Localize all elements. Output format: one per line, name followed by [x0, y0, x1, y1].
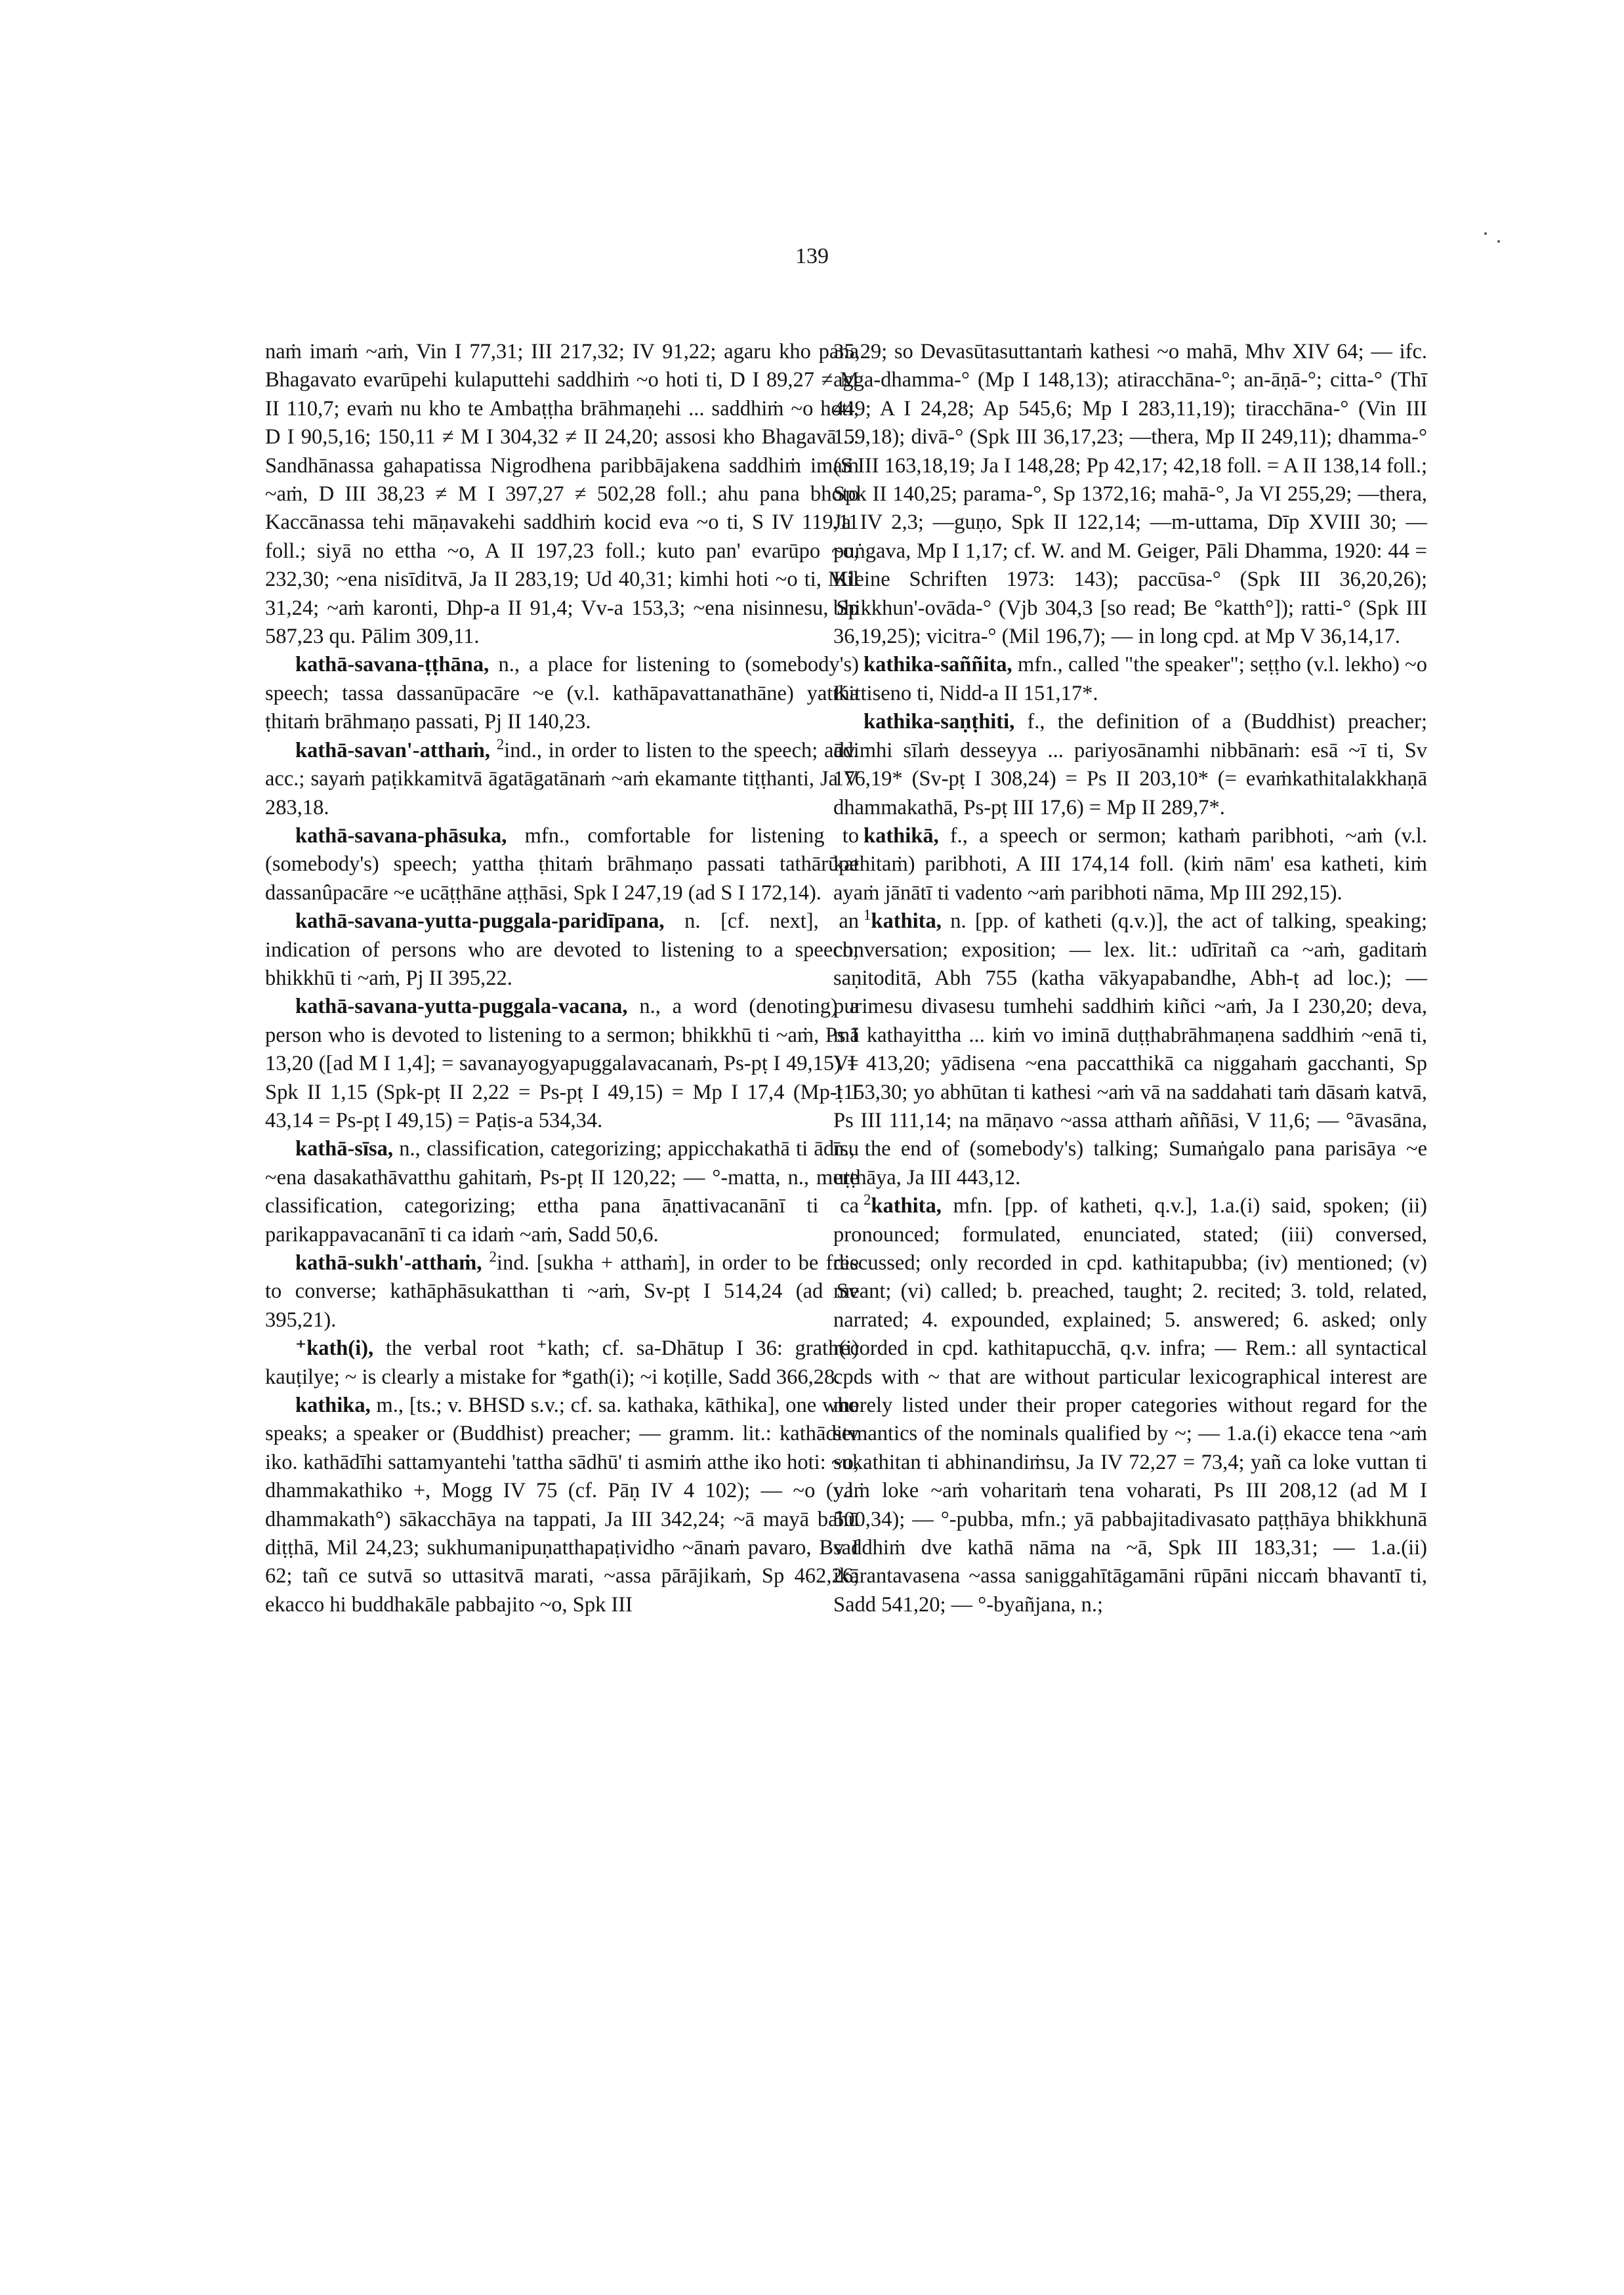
dictionary-entry	[833, 651, 1427, 708]
entry-text: f., the definition of a (Buddhist) preacher; ādimhi sīlaṁ desseyya ... pariyosānamhi nibbānaṁ: esā ~ī ti, Sv 176,19* (Sv-pṭ I 308,24) = Ps II 203,10* (= evaṁkathitalakkhaṇā dhammakathā, Ps-pṭ III 17,6) = Mp II 289,7*.	[833, 710, 1428, 819]
headword: kathita,	[871, 909, 942, 934]
dictionary-entry	[265, 822, 859, 907]
dictionary-entry	[265, 737, 859, 822]
headword: kathika-saṇṭhiti,	[864, 710, 1015, 734]
entry-text: mfn., comfortable for listening to (somebody's) speech; yattha ṭhitaṁ brāhmaṇo passati tathārūpe dassanûpacāre ~e ucāṭṭhāne aṭṭhāsi, Spk I 247,19 (ad S I 172,14).	[265, 823, 859, 905]
entry-text: n. [pp. of katheti (q.v.)], the act of talking, speaking; conversation; exposition; — lex. lit.: udīritañ ca ~aṁ, gaditaṁ saṇitoditā, Abh 755 (katha vākyapabandhe, Abh-ṭ ad loc.); — purimesu divasesu tumhehi saddhiṁ kiñci ~aṁ, Ja I 230,20; deva, mā kathayittha ... kiṁ vo iminā duṭṭhabrāhmaṇena saddhiṁ ~enā ti, VI 413,20; yādisena ~ena paccatthikā ca niggahaṁ gacchanti, Sp 1153,30; yo abhūtan ti kathesi ~aṁ vā na saddahati taṁ dāsaṁ katvā, Ps III 111,14; na māṇavo ~assa atthaṁ aññāsi, V 11,6; — °āvasāna, n., the end of (somebody's) talking; Sumaṅgalo pana parisāya ~e uṭṭhāya, Ja III 443,12.	[833, 909, 1428, 1189]
headword: kathikā,	[864, 823, 939, 848]
homonym-number: 2	[864, 1191, 871, 1209]
dictionary-entry	[833, 1192, 1427, 1619]
headword: kathā-savan'-atthaṁ,	[295, 738, 491, 762]
dictionary-entry	[833, 708, 1427, 822]
dictionary-entry	[265, 907, 859, 993]
headword: kathita,	[871, 1194, 942, 1218]
headword: kathā-savana-yutta-puggala-paridīpana,	[295, 909, 665, 934]
dictionary-entry	[265, 651, 859, 736]
entry-text: n., classification, categorizing; appicchakathā ti ādīsu ~ena dasakathāvatthu gahitaṁ, Ps-pṭ II 120,22; — °-matta, n., mere classification, categorizing; ettha pana āṇattivacanānī ti ca parikappavacanānī ti ca idaṁ ~aṁ, Sadd 50,6.	[265, 1137, 859, 1247]
headword: kathā-savana-phāsuka,	[295, 823, 507, 848]
entry-text: ind. [sukha + atthaṁ], in order to be free to converse; kathāphāsukatthan ti ~aṁ, Sv-pṭ I 514,24 (ad Sv 395,21).	[265, 1251, 860, 1332]
homonym-number: 1	[864, 907, 871, 924]
headword: kathā-savana-yutta-puggala-vacana,	[295, 995, 628, 1019]
headword: ⁺kath(i),	[295, 1336, 374, 1361]
entry-text: mfn., called "the speaker"; seṭṭho (v.l. lekho) ~o Kittiseno ti, Nidd-a II 151,17*.	[833, 653, 1427, 705]
headword: kathika-saññita,	[864, 653, 1012, 677]
dictionary-entry	[833, 822, 1427, 907]
scan-speck	[1484, 232, 1487, 235]
entry-text: m., [ts.; v. BHSD s.v.; cf. sa. kathaka, kāthika], one who speaks; a speaker or (Buddhist) preacher; — gramm. lit.: kathāditv iko. kathādīhi sattamyantehi 'tattha sādhū' ti asmiṁ atthe iko hoti: ~o, dhammakathiko +, Mogg IV 75 (cf. Pāṇ IV 4 102); — ~o (v.l. dhammakath°) sākacchāya na tappati, Ja III 342,24; ~ā mayā bahū diṭṭhā, Mil 24,23; sukhumanipuṇatthapaṭividho ~ānaṁ pavaro, Bv I 62; tañ ce sutvā so uttasitvā marati, ~assa pārājikaṁ, Sp 462,26; ekacco hi buddhakāle pabbajito ~o, Spk III	[265, 1394, 860, 1617]
entry-text: mfn. [pp. of katheti, q.v.], 1.a.(i) said, spoken; (ii) pronounced; formulated, enunciated, stated; (iii) conversed, discussed; only recorded in cpd. kathitapubba; (iv) mentioned; (v) meant; (vi) called; b. preached, taught; 2. recited; 3. told, related, narrated; 4. expounded, explained; 5. answered; 6. asked; only recorded in cpd. kathitapucchā, q.v. infra; — Rem.: all syntactical cpds with ~ that are without particular lexicographical interest are merely listed under their proper categories without regard for the semantics of the nominals qualified by ~; — 1.a.(i) ekacce tena ~aṁ sukathitan ti abhinandiṁsu, Ja IV 72,27 = 73,4; yañ ca loke vuttan ti yaṁ loke ~aṁ voharitaṁ tena voharati, Ps III 208,12 (ad M I 500,34); — °-pubba, mfn.; yā pabbajitadivasato paṭṭhāya bhikkhunā saddhiṁ dve kathā nāma na ~ā, Spk III 183,31; — 1.a.(ii) ikārantavasena ~assa saniggahītāgamāni rūpāni niccaṁ bhavantī ti, Sadd 541,20; — °-byañjana, n.;	[833, 1194, 1427, 1617]
entry-text: ind., in order to listen to the speech; adv. acc.; sayaṁ paṭikkamitvā āgatāgatānaṁ ~aṁ ekamante tiṭṭhanti, Ja V 283,18.	[265, 738, 859, 819]
homonym-number: 2	[489, 1249, 497, 1266]
dictionary-entry	[265, 1392, 859, 1619]
entry-text: naṁ imaṁ ~aṁ, Vin I 77,31; III 217,32; IV 91,22; agaru kho pana Bhagavato evarūpehi kulaputtehi saddhiṁ ~o hoti ti, D I 89,27 ≠ M II 110,7; evaṁ nu kho te Ambaṭṭha brāhmaṇehi ... saddhiṁ ~o hoti, D I 90,5,16; 150,11 ≠ M I 304,32 ≠ II 24,20; assosi kho Bhagavā ... Sandhānassa gahapatissa Nigrodhena paribbājakena saddhiṁ imaṁ ~aṁ, D III 38,23 ≠ M I 397,27 ≠ 502,28 foll.; ahu pana bhoto Kaccānassa tehi māṇavakehi saddhiṁ kocid eva ~o ti, S IV 119,11 foll.; siyā no ettha ~o, A II 197,23 foll.; kuto pan' evarūpo ~o, 232,30; ~ena nisīditvā, Ja II 283,19; Ud 40,31; kimhi hoti ~o ti, Mil 31,24; ~aṁ karonti, Dhp-a II 91,4; Vv-a 153,3; ~ena nisinnesu, Sp 587,23 qu. Pālim 309,11.	[265, 340, 859, 649]
dictionary-entry	[265, 1135, 859, 1249]
entry-text: the verbal root ⁺kath; cf. sa-Dhātup I 36: grath(i) kauṭilye; ~ is clearly a mistake for *gath(i); ~i koṭille, Sadd 366,28.	[265, 1336, 860, 1389]
entry-text: n., a place for listening to (somebody's) speech; tassa dassanūpacāre ~e (v.l. kathāpavattanathāne) yattha ṭhitaṁ brāhmaṇo passati, Pj II 140,23.	[265, 653, 859, 734]
entry-text: n. [cf. next], an indication of persons who are devoted to listening to a speech; bhikkhū ti ~aṁ, Pj II 395,22.	[265, 909, 859, 990]
dictionary-entry	[265, 1249, 859, 1334]
headword: kathika,	[295, 1394, 371, 1418]
entry-text: f., a speech or sermon; kathaṁ paribhoti, ~aṁ (v.l. kathitaṁ) paribhoti, A III 174,14 foll. (kiṁ nām' esa katheti, kiṁ ayaṁ jānātī ti vadento ~aṁ paribhoti nāma, Mp III 292,15).	[833, 823, 1427, 905]
homonym-number: 2	[496, 735, 505, 753]
dictionary-entry	[265, 1334, 859, 1392]
dictionary-entry	[833, 907, 1427, 1192]
dictionary-entry	[265, 993, 859, 1135]
right-column	[833, 338, 1427, 1619]
headword: kathā-savana-ṭṭhāna,	[295, 653, 489, 677]
left-column	[265, 338, 859, 1619]
scan-speck	[1497, 240, 1500, 243]
entry-continuation	[265, 338, 859, 651]
entry-text: n., a word (denoting) a person who is devoted to listening to a sermon; bhikkhū ti ~aṁ, Ps I 13,20 ([ad M I 1,4]; = savanayogyapuggalavacanaṁ, Ps-pṭ I 49,15) = Spk II 1,15 (Spk-pṭ II 2,22 = Ps-pṭ I 49,15) = Mp I 17,4 (Mp-ṭ I 43,14 = Ps-pṭ I 49,15) = Paṭis-a 534,34.	[265, 995, 859, 1132]
headword: kathā-sīsa,	[295, 1137, 393, 1161]
page-number: 139	[795, 244, 829, 268]
entry-continuation	[833, 338, 1427, 651]
headword: kathā-sukh'-atthaṁ,	[295, 1251, 482, 1275]
entry-text: 35,29; so Devasūtasuttantaṁ kathesi ~o mahā, Mhv XIV 64; — ifc. agga-dhamma-° (Mp I 148,13); atiracchāna-°; an-āṇā-°; citta-° (Thī 449; A I 24,28; Ap 545,6; Mp I 283,11,19); tiracchāna-° (Vin III 159,18); divā-° (Spk III 36,17,23; —thera, Mp II 249,11); dhamma-° (S III 163,18,19; Ja I 148,28; Pp 42,17; 42,18 foll. = A II 138,14 foll.; Spk II 140,25; parama-°, Sp 1372,16; mahā-°, Ja VI 255,29; —thera, Ja IV 2,3; —guṇo, Spk II 122,14; —m-uttama, Dīp XVIII 30; —puṅgava, Mp I 1,17; cf. W. and M. Geiger, Pāli Dhamma, 1920: 44 = Kleine Schriften 1973: 143); paccūsa-° (Spk III 36,20,26); bhikkhun'-ovāda-° (Vjb 304,3 [so read; Be °katth°]); ratti-° (Spk III 36,19,25); vicitra-° (Mil 196,7); — in long cpd. at Mp V 36,14,17.	[833, 340, 1427, 649]
